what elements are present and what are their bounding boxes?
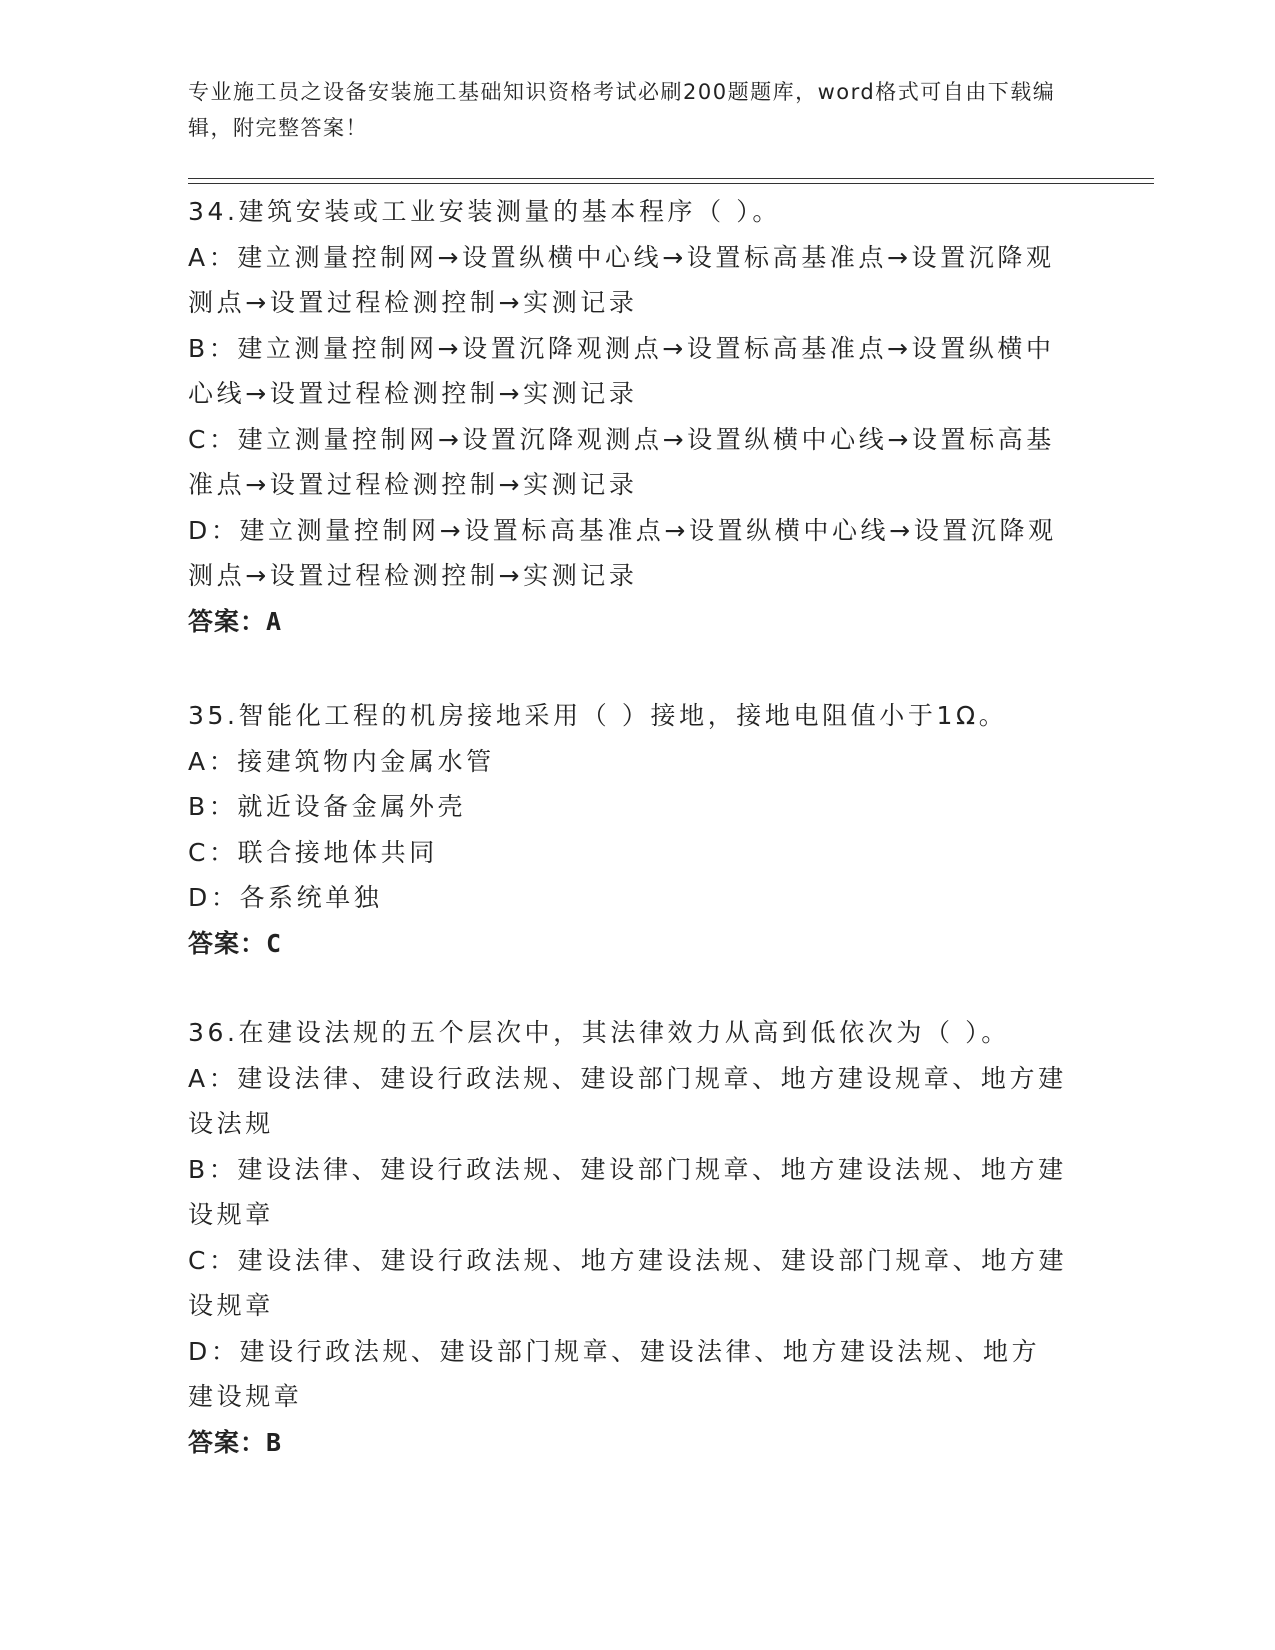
question-34 bbox=[188, 189, 1088, 644]
answer-label: 答案： bbox=[188, 606, 267, 636]
answer-value: A bbox=[266, 606, 282, 636]
option-a: A：接建筑物内金属水管 bbox=[188, 746, 495, 776]
question-35 bbox=[188, 693, 1088, 966]
answer-value: C bbox=[266, 928, 282, 958]
answer-line bbox=[188, 921, 1088, 967]
answer-line bbox=[188, 1420, 1088, 1466]
question-title: 36.在建设法规的五个层次中，其法律效力从高到低依次为（ ）。 bbox=[188, 1018, 1010, 1047]
option-a: A：建设法律、建设行政法规、建设部门规章、地方建设规章、地方建设法规 bbox=[188, 1063, 1067, 1138]
option-d: D：各系统单独 bbox=[188, 883, 383, 912]
answer-label: 答案： bbox=[188, 928, 267, 958]
option-c: C：建设法律、建设行政法规、地方建设法规、建设部门规章、地方建设规章 bbox=[188, 1245, 1068, 1320]
answer-value: B bbox=[266, 1427, 282, 1457]
question-title: 35.智能化工程的机房接地采用（ ）接地，接地电阻值小于1Ω。 bbox=[188, 701, 1008, 730]
option-b: B：就近设备金属外壳 bbox=[188, 792, 467, 821]
option-a: A：建立测量控制网→设置纵横中心线→设置标高基准点→设置沉降观测点→设置过程检测控制→实测记录 bbox=[188, 242, 1055, 317]
option-d: D：建设行政法规、建设部门规章、建设法律、地方建设法规、地方建设规章 bbox=[188, 1336, 1041, 1411]
option-b: B：建立测量控制网→设置沉降观测点→设置标高基准点→设置纵横中心线→设置过程检测控制→实测记录 bbox=[188, 333, 1055, 408]
document-header: 专业施工员之设备安装施工基础知识资格考试必刷200题题库，word格式可自由下载编辑，附完整答案！ bbox=[188, 80, 1056, 140]
question-title: 34.建筑安装或工业安装测量的基本程序（ ）。 bbox=[188, 197, 782, 226]
option-c: C：联合接地体共同 bbox=[188, 837, 438, 867]
header-divider-top bbox=[188, 178, 1154, 179]
question-36 bbox=[188, 1010, 1088, 1465]
answer-line bbox=[188, 599, 1088, 645]
option-d: D：建立测量控制网→设置标高基准点→设置纵横中心线→设置沉降观测点→设置过程检测控制→实测记录 bbox=[188, 515, 1057, 590]
header-divider-bottom bbox=[188, 183, 1154, 184]
answer-label: 答案： bbox=[188, 1427, 267, 1457]
option-c: C：建立测量控制网→设置沉降观测点→设置纵横中心线→设置标高基准点→设置过程检测控制→实测记录 bbox=[188, 424, 1055, 499]
option-b: B：建设法律、建设行政法规、建设部门规章、地方建设法规、地方建设规章 bbox=[188, 1154, 1067, 1229]
